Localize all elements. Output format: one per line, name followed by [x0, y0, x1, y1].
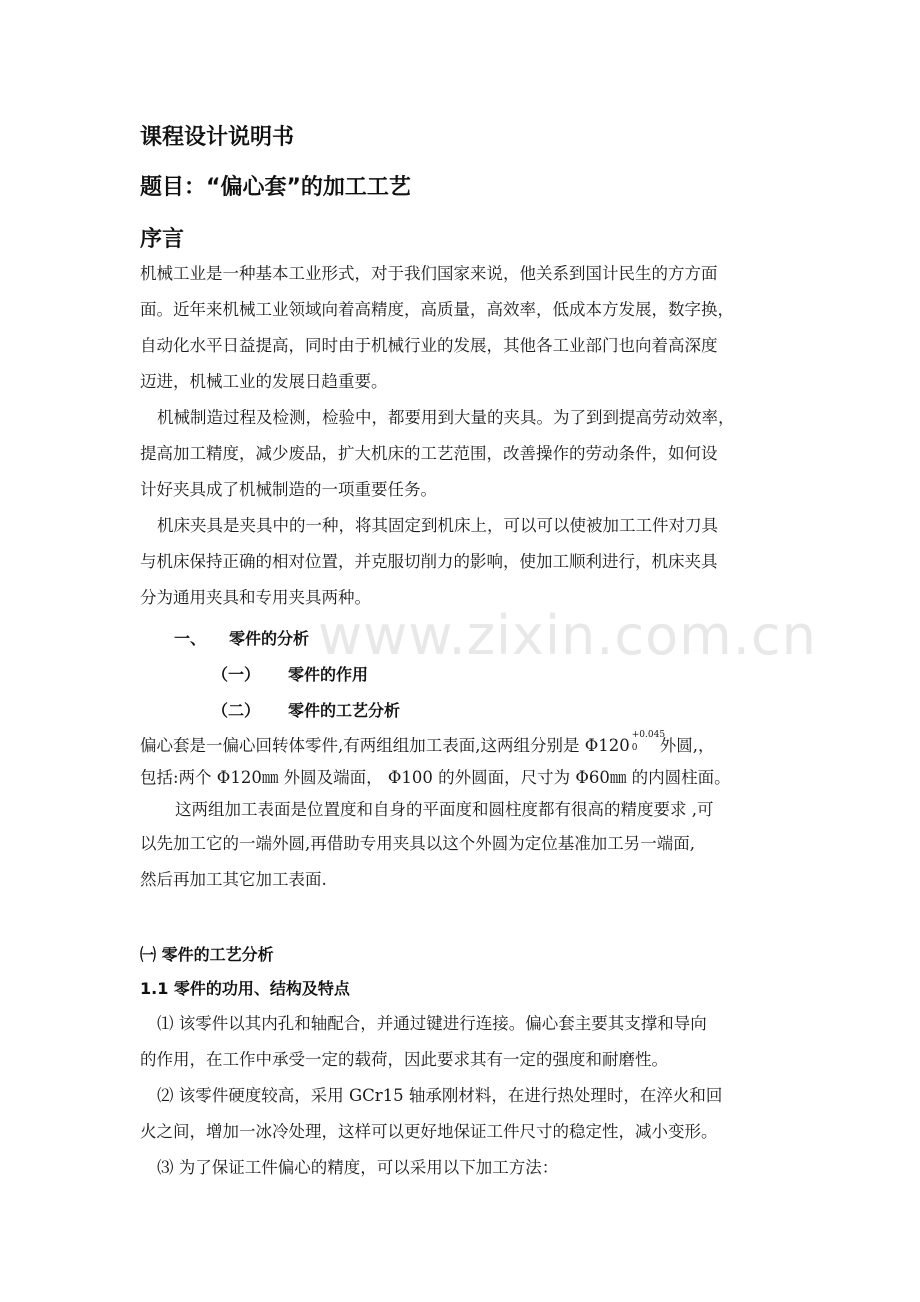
preface-line: 机床夹具是夹具中的一种，将其固定到机床上，可以可以使被加工工件对刀具: [157, 516, 718, 535]
preface-line: 迈进，机械工业的发展日趋重要。: [140, 372, 388, 391]
preface-line: 面。近年来机械工业领域向着高精度，高质量，高效率，低成本方发展，数字换，: [140, 300, 734, 319]
subsection-number: （一）: [212, 665, 261, 684]
tolerance-lower: 0: [631, 743, 638, 753]
preface-line: 机械工业是一种基本工业形式，对于我们国家来说，他关系到国计民生的方方面: [140, 264, 718, 283]
subsection-heading: 零件的作用: [288, 665, 369, 684]
item-line: 火之间，增加一冰冷处理，这样可以更好地保证工件尺寸的稳定性，减小变形。: [140, 1122, 718, 1141]
analysis-line: 这两组加工表面是位置度和自身的平面度和圆柱度都有很高的精度要求 ,可: [175, 800, 714, 819]
tolerance-stack: [630, 730, 666, 754]
item-line: ⑵ 该零件硬度较高，采用 GCr15 轴承刚材料，在进行热处理时，在淬火和回: [157, 1086, 723, 1105]
section-number: 一、: [174, 629, 207, 648]
analysis-line: 然后再加工其它加工表面.: [140, 870, 327, 889]
item-line: 的作用，在工作中承受一定的载荷，因此要求其有一定的强度和耐磨性。: [140, 1050, 668, 1069]
analysis-line: 以先加工它的一端外圆,再借助专用夹具以这个外圆为定位基准加工另一端面,: [140, 834, 695, 853]
analysis-line-suffix: 外圆,，: [659, 736, 715, 755]
item-line: ⑴ 该零件以其内孔和轴配合，并通过键进行连接。偏心套主要其支撑和导向: [157, 1014, 707, 1033]
preface-line: 与机床保持正确的相对位置，并克服切削力的影响，使加工顺利进行，机床夹具: [140, 552, 718, 571]
preface-line: 机械制造过程及检测，检验中，都要用到大量的夹具。为了到到提高劳动效率，: [157, 408, 735, 427]
section-heading: 零件的分析: [229, 629, 310, 648]
preface-line: 分为通用夹具和专用夹具两种。: [140, 588, 371, 607]
preface-line: 自动化水平日益提高，同时由于机械行业的发展，其他各工业部门也向着高深度: [140, 336, 718, 355]
preface-line: 计好夹具成了机械制造的一项重要任务。: [140, 480, 437, 499]
analysis-line: [140, 730, 715, 758]
analysis-line-prefix: 偏心套是一偏心回转体零件,有两组组加工表面,这两组分别是 Φ120: [140, 736, 630, 755]
analysis-line: 包括:两个 Φ120㎜ 外圆及端面， Φ100 的外圆面，尺寸为 Φ60㎜ 的内圆柱面。: [140, 768, 731, 787]
process-section-heading: ㈠ 零件的工艺分析: [140, 945, 274, 964]
preface-line: 提高加工精度，减少废品，扩大机床的工艺范围，改善操作的劳动条件，如何设: [140, 444, 718, 463]
document-subject: 题目：“偏心套”的加工工艺: [140, 175, 411, 200]
document-title: 课程设计说明书: [140, 125, 295, 150]
subsection-heading: 零件的工艺分析: [288, 701, 401, 720]
tolerance-upper: +0.045: [631, 730, 666, 740]
subsection-number: （二）: [212, 701, 261, 720]
watermark: www.zixin.com.cn: [318, 604, 817, 667]
preface-heading: 序言: [140, 227, 185, 252]
item-line: ⑶ 为了保证工件偏心的精度，可以采用以下加工方法：: [157, 1158, 559, 1177]
subsection-1-1-heading: 1.1 零件的功用、结构及特点: [140, 979, 350, 998]
